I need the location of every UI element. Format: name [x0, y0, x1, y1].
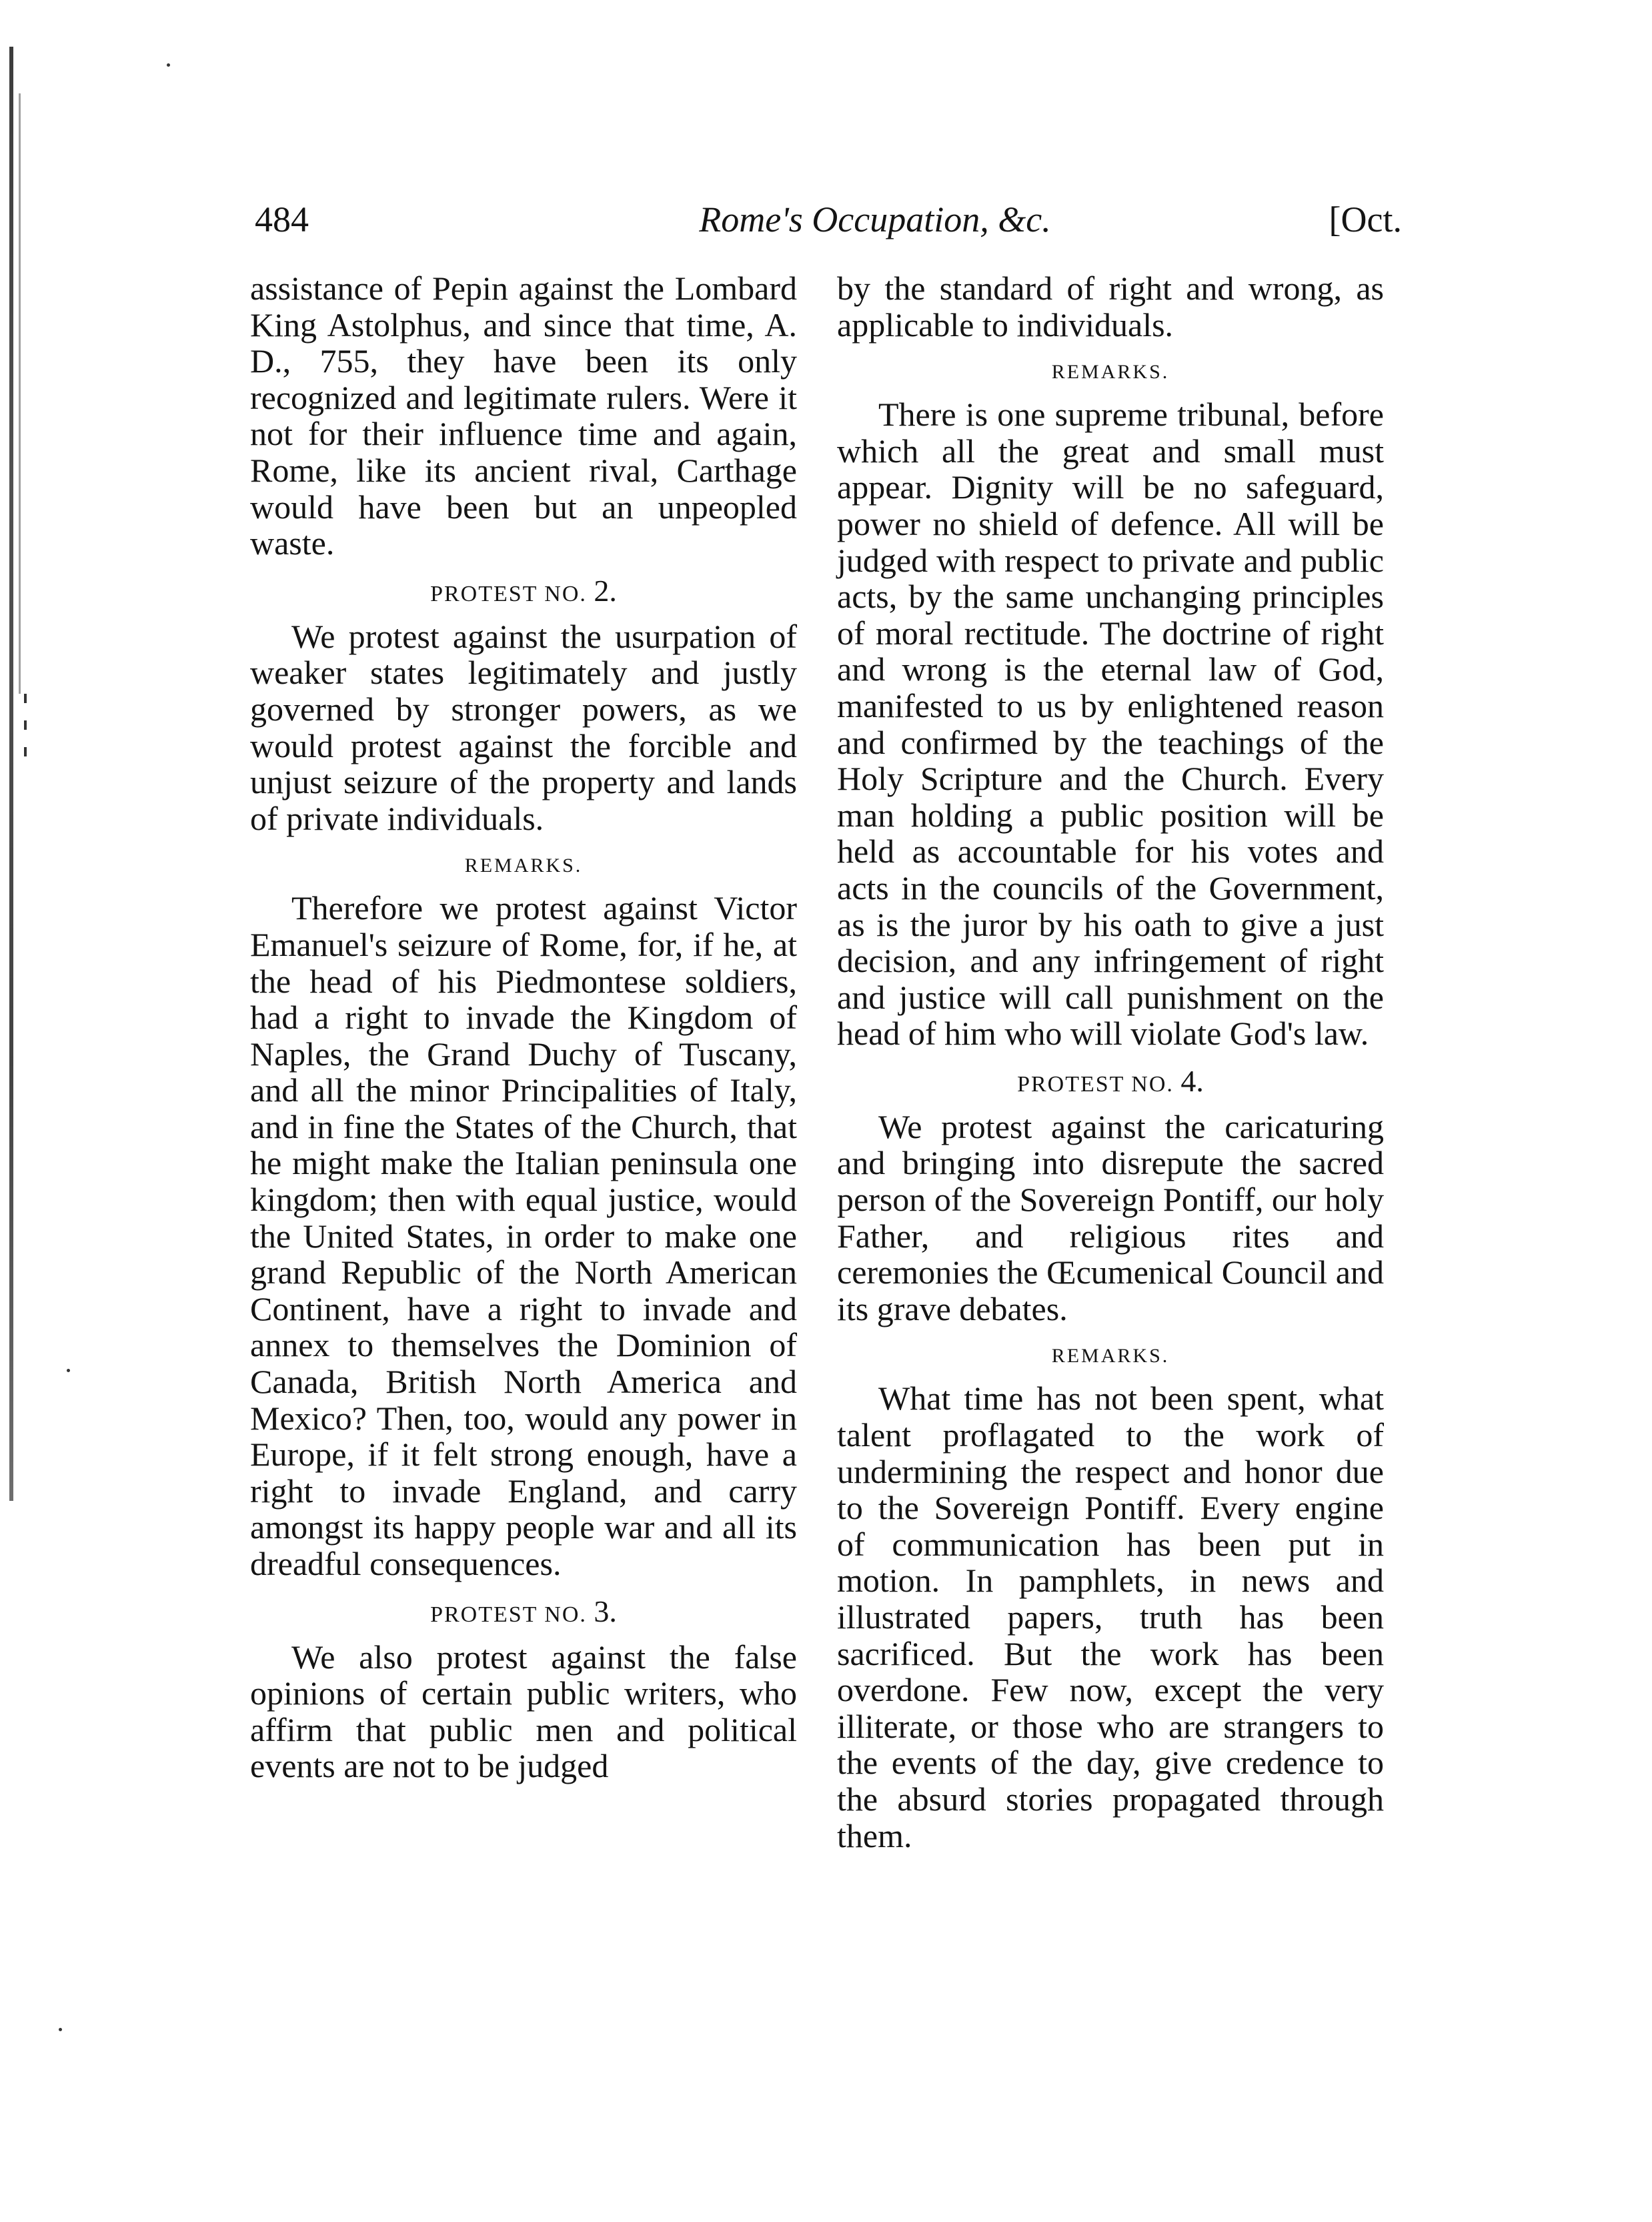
paragraph: assistance of Pepin against the Lombard King Astolphus, and since that time, A. D., 755, they have been its only recognized and legitimate rulers. Were it not for their influence time and again, Rome, like its ancient rival, Carthage would have been but an unpeopled waste. [250, 269, 797, 562]
paragraph: We protest against the usurpation of weaker states legitimately and justly governed by stronger powers, as we would protest against the forcible and unjust seizure of the property and lands of private individuals. [250, 617, 797, 837]
scan-mark [24, 694, 27, 703]
remarks-heading: REMARKS. [464, 855, 583, 877]
paragraph: by the standard of right and wrong, as applicable to individuals. [837, 269, 1384, 344]
paragraph: There is one supreme tribunal, before which all the great and small must appear. Dignity will be no safeguard, power no shield of defence. All will be judged with respect to private and public acts, by the same unchanging principles of moral rectitude. The doctrine of right and wrong is the eternal law of God, manifested to us by enlightened reason and confirmed by the teachings of the Holy Scripture and the Church. Every man holding a public position will be held as accountable for his votes and acts in the councils of the Government, as is the juror by his oath to give a just decision, and any infringement of right and justice will call punishment on the head of him who will violate God's law. [837, 396, 1384, 1053]
paragraph: Therefore we protest against Victor Emanuel's seizure of Rome, for, if he, at the head of his Piedmontese soldiers, had a right to invade the Kingdom of Naples, the Grand Duchy of Tuscany, and all the minor Principalities of Italy, and in fine the States of the Church, that he might make the Italian peninsula one kingdom; then with equal justice, would the United States, in order to make one grand Republic of the North American Continent, have a right to invade and annex to themselves the Dominion of Canada, British North America and Mexico? Then, too, would any power in Europe, if it felt strong enough, have a right to invade England, and carry amongst its happy people war and all its dreadful consequences. [250, 889, 797, 1582]
scan-mark [24, 747, 27, 756]
remarks-heading: REMARKS. [1051, 1345, 1170, 1367]
heading-number: 2. [594, 573, 617, 608]
page-number: 484 [255, 199, 309, 239]
section-heading [250, 573, 797, 609]
heading-number: 4. [1180, 1063, 1204, 1098]
heading-label: PROTEST NO. [430, 581, 587, 606]
running-title: Rome's Occupation, &c. [699, 199, 1051, 239]
paragraph: What time has not been spent, what talent proflagated to the work of undermining the respect and honor due to the Sovereign Pontiff. Every engine of communication has been put in motion. In pamphlets, in news and illustrated papers, truth has been sacrificed. But the work has been overdone. Few now, except the very illiterate, or those who are strangers to the events of the day, give credence to the absurd stories propagated through them. [837, 1379, 1384, 1854]
heading-label: PROTEST NO. [430, 1602, 587, 1627]
binding-edge [9, 47, 13, 1501]
remarks-heading: REMARKS. [1051, 361, 1170, 384]
section-heading [837, 1063, 1384, 1099]
scan-speck [167, 63, 170, 67]
heading-number: 3. [594, 1594, 617, 1628]
left-column [250, 270, 797, 1784]
running-header [255, 199, 1402, 252]
right-column [837, 270, 1384, 1854]
scan-speck [59, 2028, 62, 2031]
scan-speck [67, 1369, 70, 1372]
binding-edge-shadow [19, 93, 21, 694]
scan-mark [24, 720, 27, 730]
paragraph: We also protest against the false opinions of certain public writers, who affirm that public men and political events are not to be judged [250, 1638, 797, 1785]
section-heading [250, 1594, 797, 1630]
heading-label: PROTEST NO. [1017, 1071, 1174, 1097]
paragraph: We protest against the caricaturing and bringing into disrepute the sacred person of the Sovereign Pontiff, our holy Father, and religious rites and ceremonies the Œcumenical Council and its grave debates. [837, 1107, 1384, 1327]
running-month: [Oct. [1329, 199, 1402, 239]
